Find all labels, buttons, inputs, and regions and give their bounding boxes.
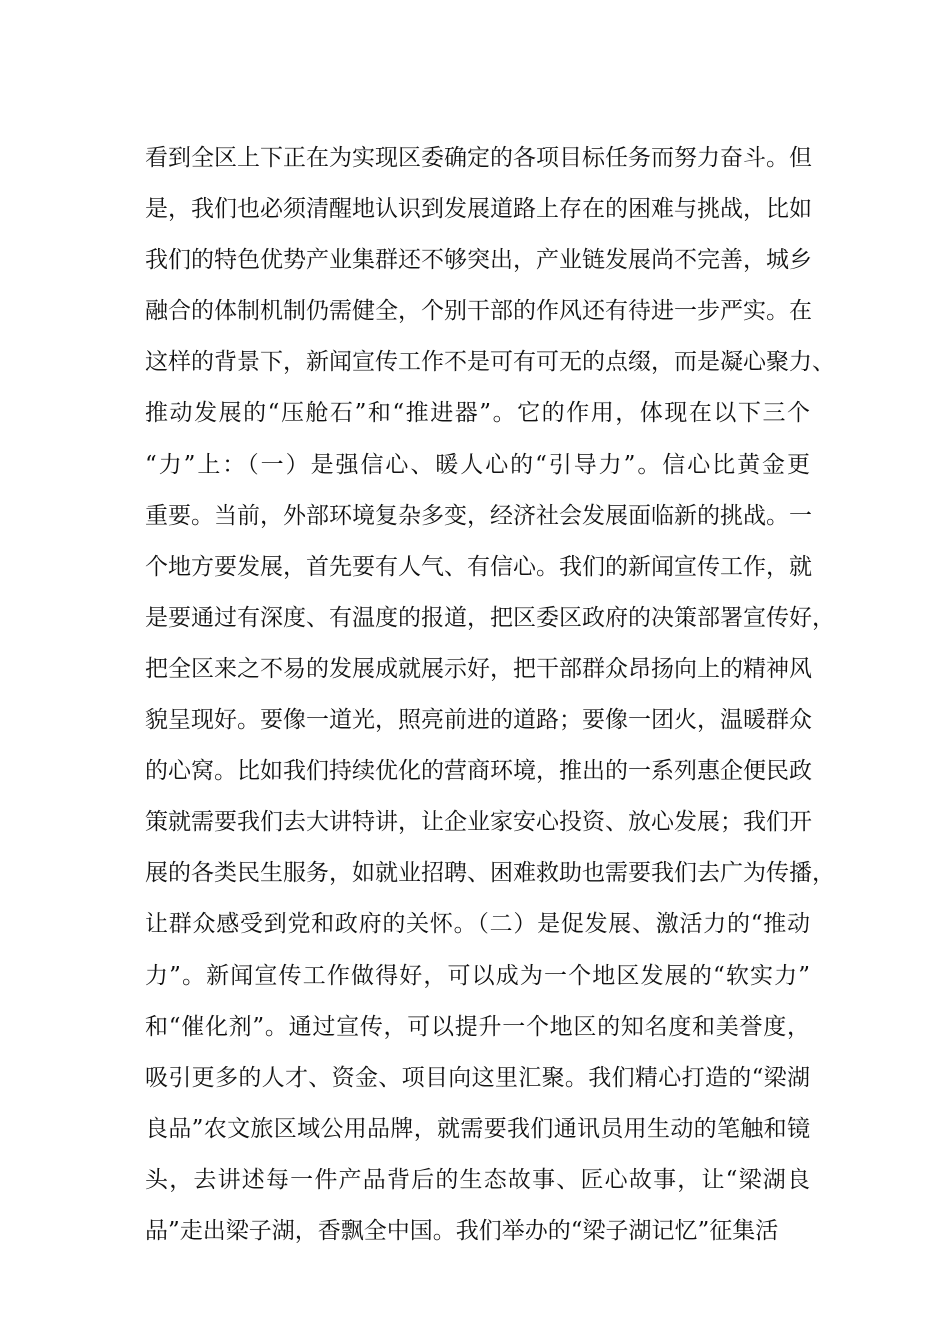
text-line-15: 展的各类民生服务，如就业招聘、困难救助也需要我们去广为传播， (145, 860, 835, 887)
text-line-1: 看到全区上下正在为实现区委确定的各项目标任务而努力奋斗。但 (145, 145, 812, 171)
text-line-11: 把全区来之不易的发展成就展示好，把干部群众昂扬向上的精神风 (145, 655, 812, 682)
text-line-12: 貌呈现好。要像一道光，照亮前进的道路；要像一团火，温暖群众 (145, 707, 812, 734)
text-line-21: 头，去讲述每一件产品背后的生态故事、匠心故事，让“梁湖良 (145, 1166, 810, 1193)
text-line-22: 品”走出梁子湖，香飘全中国。我们举办的“梁子湖记忆”征集活 (145, 1217, 779, 1244)
text-line-19: 吸引更多的人才、资金、项目向这里汇聚。我们精心打造的“梁湖 (145, 1064, 810, 1091)
text-line-13: 的心窝。比如我们持续优化的营商环境，推出的一系列惠企便民政 (145, 758, 812, 785)
text-line-20: 良品”农文旅区域公用品牌，就需要我们通讯员用生动的笔触和镜 (145, 1115, 810, 1142)
text-line-8: 重要。当前，外部环境复杂多变，经济社会发展面临新的挑战。一 (145, 502, 812, 529)
text-line-14: 策就需要我们去大讲特讲，让企业家安心投资、放心发展；我们开 (145, 809, 812, 836)
text-line-7: “力”上：（一）是强信心、暖人心的“引导力”。信心比黄金更 (145, 451, 810, 478)
text-line-16: 让群众感受到党和政府的关怀。（二）是促发展、激活力的“推动 (145, 911, 810, 938)
text-line-5: 这样的背景下，新闻宣传工作不是可有可无的点缀，而是凝心聚力、 (145, 349, 835, 376)
body-paragraph (145, 133, 835, 1257)
text-line-4: 融合的体制机制仍需健全，个别干部的作风还有待进一步严实。在 (145, 298, 812, 325)
text-line-10: 是要通过有深度、有温度的报道，把区委区政府的决策部署宣传好， (145, 604, 835, 631)
text-line-9: 个地方要发展，首先要有人气、有信心。我们的新闻宣传工作，就 (145, 553, 812, 580)
text-line-3: 我们的特色优势产业集群还不够突出，产业链发展尚不完善，城乡 (145, 247, 812, 274)
text-line-17: 力”。新闻宣传工作做得好，可以成为一个地区发展的“软实力” (145, 962, 810, 989)
text-line-6: 推动发展的“压舱石”和“推进器”。它的作用，体现在以下三个 (145, 400, 810, 427)
text-line-18: 和“催化剂”。通过宣传，可以提升一个地区的知名度和美誉度， (145, 1013, 810, 1040)
text-line-2: 是，我们也必须清醒地认识到发展道路上存在的困难与挑战，比如 (145, 196, 812, 223)
